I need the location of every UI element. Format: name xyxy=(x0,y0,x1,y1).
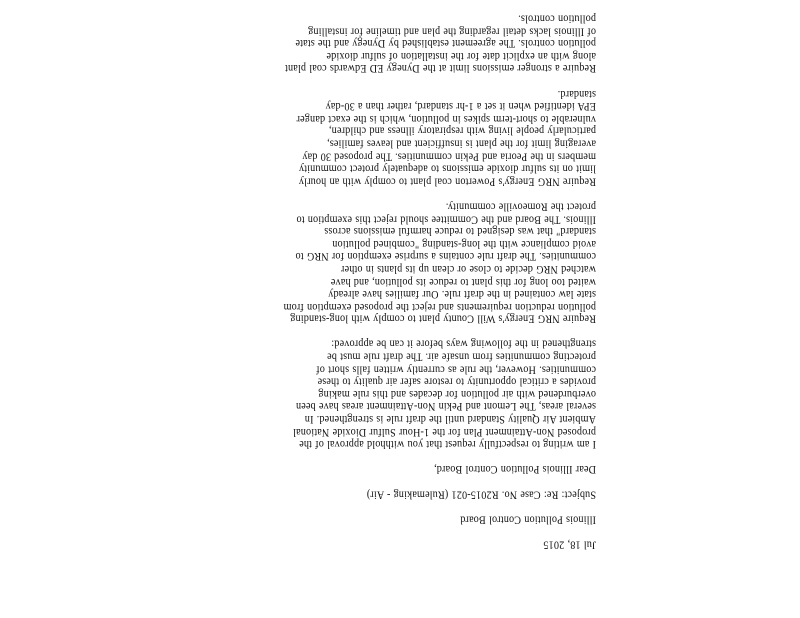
subject-line: Subject: Re: Case No. R2015-021 (Rulemaking - Air) xyxy=(366,488,596,500)
paragraph-line: communities. However, the rule as currently written falls short of xyxy=(316,362,596,375)
paragraph-line: watched NRG decide to close or clean up its plants in other xyxy=(340,262,596,275)
paragraph-line: strengthened in the following ways before it can be approved: xyxy=(331,337,596,350)
spacer xyxy=(0,325,596,338)
paragraph-line: protecting communities from unsafe air. The draft rule must be xyxy=(326,350,596,363)
paragraph-line: Require NRG Energy's Powerton coal plant to comply with an hourly xyxy=(298,175,596,187)
paragraph-will-county xyxy=(0,199,596,324)
paragraph-line: members in the Peoria and Pekin communities. The proposed 30 day xyxy=(302,149,596,162)
paragraph-line: along with an explicit date for the installation of sulfur dioxide xyxy=(326,49,596,62)
paragraph-line: standard. xyxy=(557,87,596,100)
paragraph-powerton xyxy=(0,87,596,187)
paragraph-ed-edwards xyxy=(0,12,596,75)
paragraph-line: Require a stronger emissions limit at the Dynegy ED Edwards coal plant xyxy=(284,62,596,75)
paragraph-line: averaging limit for the plant is insufficient and leaves families, xyxy=(326,137,596,150)
paragraph-line: pollution reduction requirements and reject the proposed exemption from xyxy=(283,300,596,313)
spacer xyxy=(0,450,596,463)
paragraph-line: state law contained in the draft rule. Our families have already xyxy=(328,287,596,300)
paragraph-line: limit on its sulfur dioxide emissions to adequately protect community xyxy=(298,162,596,175)
paragraph-line: standard" that was designed to reduce harmful emissions across xyxy=(324,225,596,237)
paragraph-line: pollution controls. xyxy=(518,12,596,25)
paragraph-line: proposed Non-Attainment Plan for the 1-Hour Sulfur Dioxide National xyxy=(293,425,596,438)
paragraph-line: of Illinois lacks detail regarding the plan and timeline for installing xyxy=(308,24,596,37)
paragraph-line: communities. The draft rule contains a surprise exemption for NRG to xyxy=(295,250,596,263)
paragraph-line: Illinois. The Board and the Committee should reject this exemption to xyxy=(296,212,596,225)
paragraph-line: pollution controls. The agreement established by Dynegy and the state xyxy=(295,37,596,50)
spacer xyxy=(0,475,596,488)
spacer xyxy=(0,0,596,12)
paragraph-line: I am writing to respectfully request that you withhold approval of the xyxy=(299,437,596,450)
letter-date: Jul 18, 2015 xyxy=(543,538,596,550)
paragraph-line: several areas, The Lemont and Pekin Non-Attainment areas have been xyxy=(295,400,596,413)
paragraph-line: waited too long for this plant to reduce its pollution, and have xyxy=(330,275,596,288)
paragraph-line: Ambient Air Quality Standard until the draft rule is strengthened. In xyxy=(304,412,596,425)
paragraph-line: vulnerable to short-term spikes in pollution, which is the exact danger xyxy=(296,112,596,125)
spacer xyxy=(0,525,596,538)
spacer xyxy=(0,74,596,87)
paragraph-line: overburdened with air pollution for decades and this rule making xyxy=(318,387,596,400)
paragraph-line: avoid compliance with the long-standing "combined pollution xyxy=(332,237,596,250)
spacer xyxy=(0,500,596,513)
paragraph-line: Require NRG Energy's Will County plant to comply with long-standing xyxy=(290,312,596,325)
paragraph-line: protect the Romeoville community. xyxy=(445,200,596,212)
paragraph-line: particularly people living with respiratory illness and children, xyxy=(328,124,596,137)
paragraph-intro xyxy=(0,337,596,450)
recipient: Illinois Pollution Control Board xyxy=(460,513,596,525)
salutation: Dear Illinois Pollution Control Board, xyxy=(433,462,596,475)
paragraph-line: provides a critical opportunity to restore safer air quality to these xyxy=(317,375,596,388)
spacer xyxy=(0,187,596,200)
paragraph-line: EPA identified when it set a 1-hr standard, rather than a 30-day xyxy=(325,99,596,112)
